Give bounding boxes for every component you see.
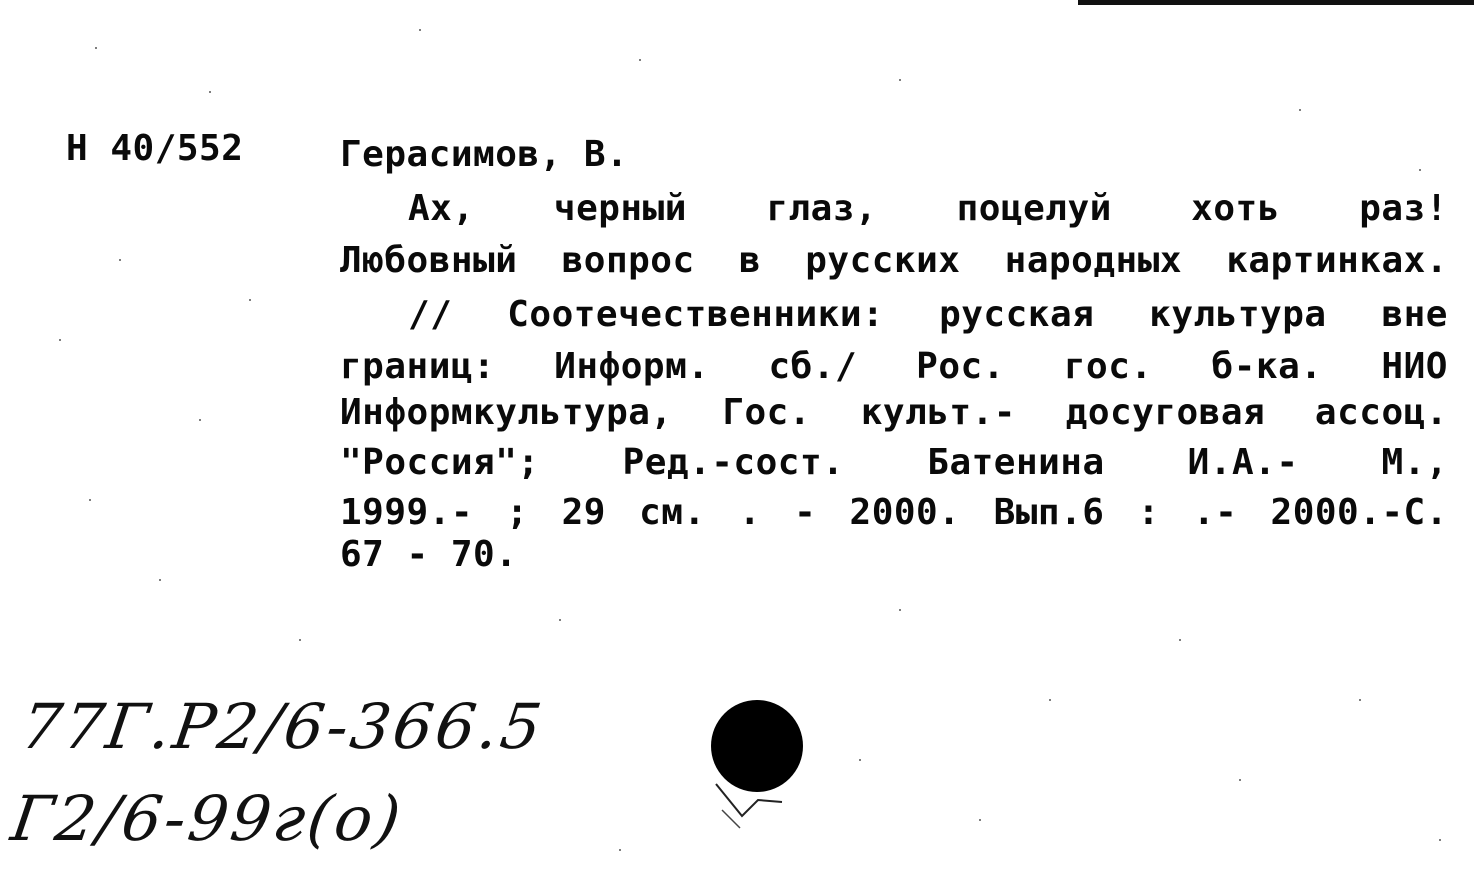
- author-heading: Герасимов, В.: [340, 134, 629, 175]
- word: "Россия";: [340, 442, 540, 483]
- description-line-2: [340, 238, 1448, 284]
- word: русских: [805, 240, 961, 281]
- word: культура: [1149, 294, 1327, 335]
- word: народных: [1004, 240, 1183, 281]
- word: хоть: [1191, 188, 1280, 229]
- word: в: [738, 240, 762, 281]
- word: русская: [939, 294, 1095, 335]
- description-line-8: 67 - 70.: [340, 534, 518, 575]
- word: Соотечественники:: [507, 294, 885, 335]
- word: 2000.-С.: [1270, 492, 1448, 533]
- description-line-6: [340, 440, 1448, 486]
- description-line-1: [408, 186, 1448, 232]
- word: И.А.-: [1187, 442, 1299, 483]
- word: Батенина: [927, 442, 1105, 483]
- word: поцелуй: [956, 188, 1112, 229]
- word: вопрос: [561, 240, 695, 281]
- word: б-ка.: [1211, 346, 1323, 387]
- word: раз!: [1359, 188, 1448, 229]
- word: сб./: [768, 346, 858, 387]
- word: границ:: [340, 346, 496, 387]
- word: .: [738, 492, 761, 533]
- word: черный: [553, 188, 687, 229]
- word: ассоц.: [1314, 392, 1448, 433]
- word: глаз,: [766, 188, 878, 229]
- description-line-3: [408, 292, 1448, 338]
- word: Рос.: [916, 346, 1005, 387]
- handwritten-shelf-mark-1: 77Г.Р2/6-366.5: [16, 690, 549, 763]
- word: 29: [561, 492, 606, 533]
- word: Ах,: [408, 188, 475, 229]
- word: Гос.: [722, 392, 812, 433]
- word: :: [1137, 492, 1160, 533]
- word: Любовный: [340, 240, 518, 281]
- punch-hole: [711, 700, 803, 792]
- description-line-7: [340, 490, 1448, 536]
- description-line-4: [340, 344, 1448, 390]
- word: вне: [1381, 294, 1448, 335]
- word: 1999.-: [340, 492, 474, 533]
- word: -: [794, 492, 817, 533]
- description-line-5: [340, 390, 1448, 436]
- word: //: [408, 294, 453, 335]
- word: М.,: [1381, 442, 1448, 483]
- word: Информкультура,: [340, 392, 673, 433]
- word: Ред.-сост.: [622, 442, 845, 483]
- word: 2000.: [849, 492, 961, 533]
- word: Информ.: [554, 346, 710, 387]
- top-edge-rule: [1078, 0, 1474, 5]
- handwritten-shelf-mark-2: Г2/6-99г(о): [6, 782, 408, 855]
- punch-hole-tear-icon: [712, 780, 802, 840]
- word: гос.: [1063, 346, 1153, 387]
- word: картинках.: [1226, 240, 1448, 281]
- call-number: Н 40/552: [66, 128, 244, 169]
- word: культ.-: [860, 392, 1016, 433]
- word: ;: [506, 492, 529, 533]
- word: .-: [1192, 492, 1238, 533]
- word: Вып.6: [993, 492, 1105, 533]
- word: см.: [639, 492, 706, 533]
- word: досуговая: [1065, 392, 1266, 433]
- word: НИО: [1381, 346, 1448, 387]
